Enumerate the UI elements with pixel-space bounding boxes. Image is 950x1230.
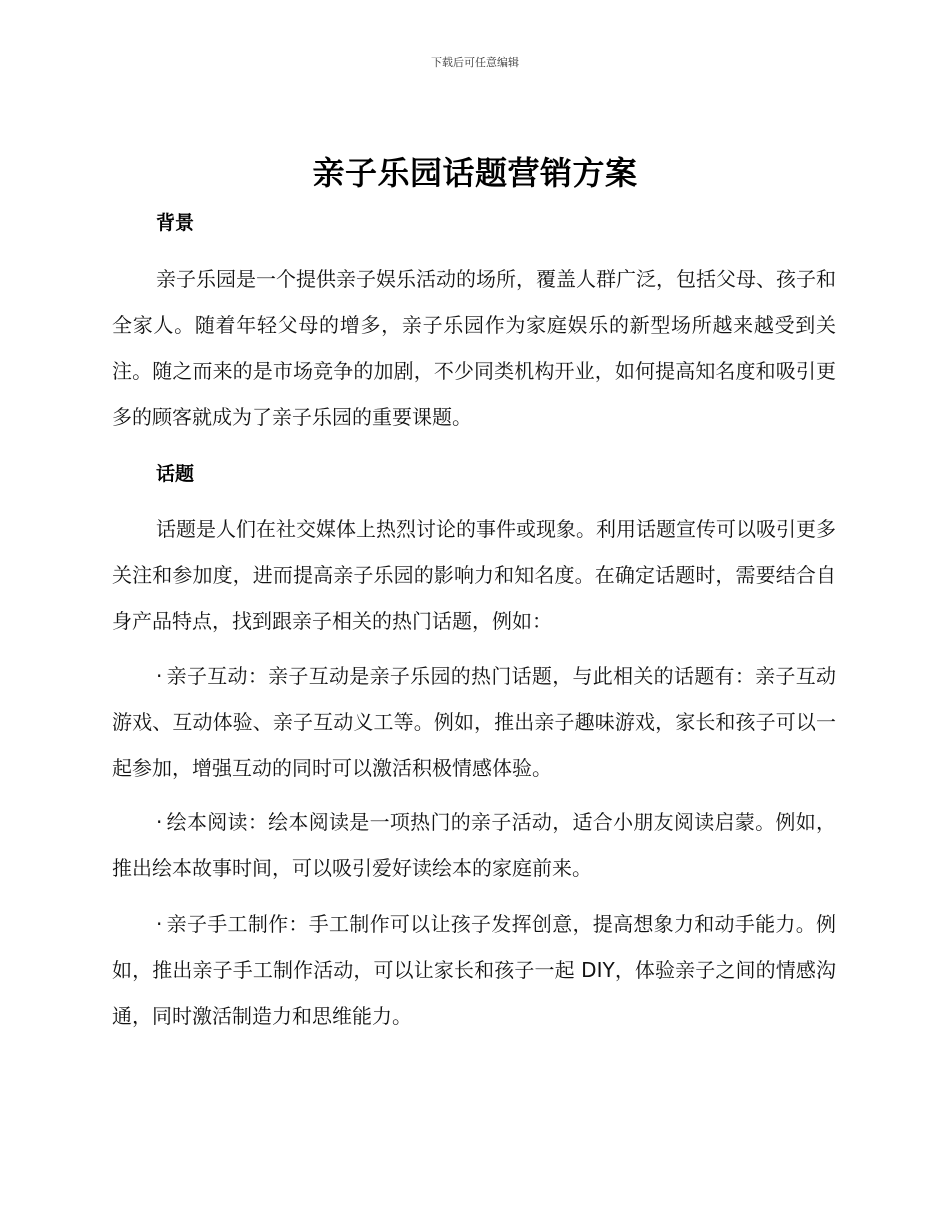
bullet-item-parent-child-interaction [112,653,836,791]
header-note: 下载后可任意编辑 [431,56,519,69]
bullet-marker: · [156,810,163,834]
bullet-text: 绘本阅读：绘本阅读是一项热门的亲子活动，适合小朋友阅读启蒙。例如，推出绘本故事时间，可以吸引爱好读绘本的家庭前来。 [112,810,836,880]
bullet-text: 亲子手工制作：手工制作可以让孩子发挥创意，提高想象力和动手能力。例如，推出亲子手工制作活动，可以让家长和孩子一起 DIY，体验亲子之间的情感沟通，同时激活制造力和思维能力。 [112,912,836,1028]
bullet-item-handicraft [112,901,836,1039]
background-paragraph: 亲子乐园是一个提供亲子娱乐活动的场所，覆盖人群广泛，包括父母、孩子和全家人。随着年轻父母的增多，亲子乐园作为家庭娱乐的新型场所越来越受到关注。随之而来的是市场竞争的加剧，不少同类机构开业，如何提高知名度和吸引更多的顾客就成为了亲子乐园的重要课题。 [112,267,836,429]
bullet-marker: · [156,664,163,688]
bullet-text: 亲子互动：亲子互动是亲子乐园的热门话题，与此相关的话题有：亲子互动游戏、互动体验、亲子互动义工等。例如，推出亲子趣味游戏，家长和孩子可以一起参加，增强互动的同时可以激活积极情感体验。 [112,664,836,780]
bullet-marker: · [156,912,163,936]
topic-paragraph: 话题是人们在社交媒体上热烈讨论的事件或现象。利用话题宣传可以吸引更多关注和参加度，进而提高亲子乐园的影响力和知名度。在确定话题时，需要结合自身产品特点，找到跟亲子相关的热门话题，例如： [112,517,836,633]
document-title: 亲子乐园话题营销方案 [312,154,638,192]
bullet-item-picture-book-reading [112,799,836,891]
section-heading-topic: 话题 [156,463,195,485]
section-heading-background: 背景 [156,212,195,234]
